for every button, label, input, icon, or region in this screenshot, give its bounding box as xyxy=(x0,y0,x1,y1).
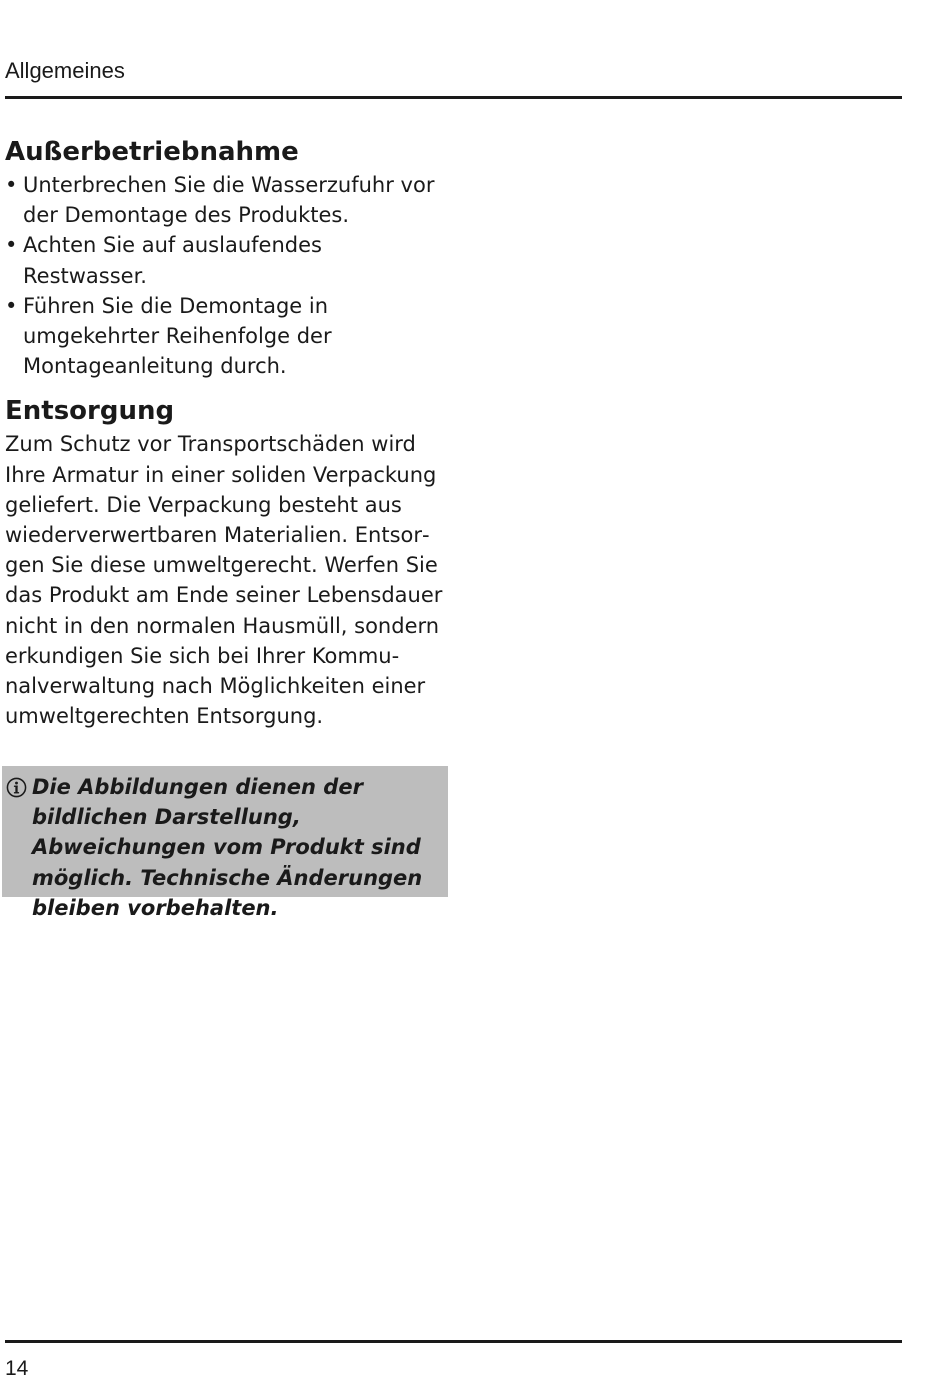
page-content xyxy=(5,134,450,731)
list-item xyxy=(5,170,450,230)
bullet-icon: • xyxy=(5,173,18,197)
list-item-text: Unterbrechen Sie die Wasserzufuhr vor der Demontage des Produktes. xyxy=(23,173,435,228)
decommissioning-section xyxy=(5,134,450,381)
list-item xyxy=(5,230,450,290)
list-item xyxy=(5,291,450,382)
note-box xyxy=(2,766,448,920)
header-divider xyxy=(5,96,902,99)
bullet-icon: • xyxy=(5,293,18,318)
footer-divider xyxy=(5,1340,902,1343)
page-number: 14 xyxy=(5,1357,29,1380)
disposal-heading: Entsorgung xyxy=(5,396,175,427)
list-item-text: Führen Sie die Demontage in umgekehrter Reihenfolge der Montageanleitung durch. xyxy=(23,293,332,379)
disposal-section xyxy=(5,393,450,731)
note-text: Die Abbildungen dienen der bildlichen Darstellung, Abweichungen vom Produkt sind möglich. Technische Änderungen bleiben vorbehalten. xyxy=(32,775,423,920)
info-icon xyxy=(6,777,27,798)
running-header: Allgemeines xyxy=(5,58,125,83)
decommissioning-list xyxy=(5,170,450,381)
list-item-text: Achten Sie auf auslaufendes Restwasser. xyxy=(23,233,322,288)
disposal-paragraph: Zum Schutz vor Transportschäden wird Ihre Armatur in einer soliden Verpackung geliefert. Die Verpackung besteht aus wiederverwertbaren Materialien. Entsorgen Sie diese umweltgerecht. Werfen Sie das Produkt am Ende seiner Lebensdauer nicht in den normalen Hausmüll, sondern erkundigen Sie sich bei Ihrer Kommunalverwaltung nach Möglichkeiten einer umweltgerechten Entsorgung. xyxy=(5,432,443,729)
bullet-icon: • xyxy=(5,233,18,258)
decommissioning-heading: Außerbetriebnahme xyxy=(5,137,299,167)
